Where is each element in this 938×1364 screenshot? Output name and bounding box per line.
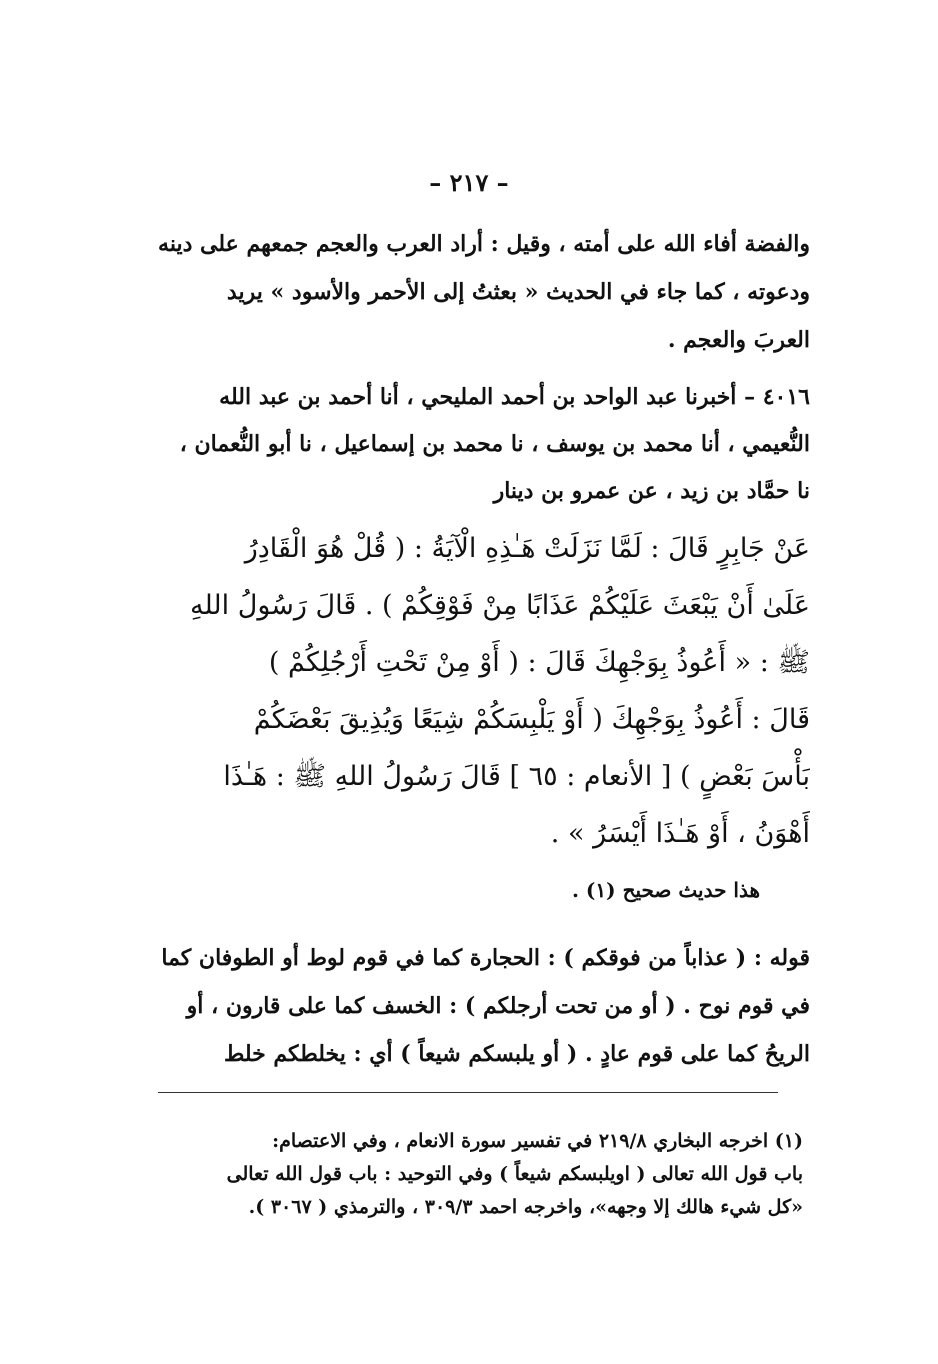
hadith-line: عَلَىٰ أَنْ يَبْعَثَ عَلَيْكُمْ عَذَابًا مِنْ فَوْقِكُمْ ) . قَالَ رَسُولُ اللهِ <box>190 590 810 621</box>
page-number: – ٢١٧ – <box>429 168 509 197</box>
isnad-line: ٤٠١٦ – أخبرنا عبد الواحد بن أحمد المليحي ، أنا أحمد بن عبد الله <box>219 384 810 410</box>
hadith-line: قَالَ : أَعُوذُ بِوَجْهِكَ ( أَوْ يَلْبِسَكُمْ شِيَعًا وَيُذِيقَ بَعْضَكُمْ <box>253 704 810 735</box>
footnote <box>123 1125 803 1224</box>
commentary-line: قوله : ( عذاباً من فوقكم ) : الحجارة كما في قوم لوط أو الطوفان كما <box>161 945 810 971</box>
hadith-text <box>120 520 810 862</box>
intro-line: العربَ والعجم . <box>667 327 810 353</box>
intro-line: والفضة أفاء الله على أمته ، وقيل : أراد العرب والعجم جمعهم على دينه <box>158 231 810 257</box>
hadith-grade: هذا حديث صحيح (١) . <box>572 878 760 902</box>
commentary-line: في قوم نوح . ( أو من تحت أرجلكم ) : الخسف كما على قارون ، أو <box>186 993 810 1019</box>
footnote-line: (١) اخرجه البخاري ٢١٩/٨ في تفسير سورة الانعام ، وفي الاعتصام: <box>272 1130 803 1152</box>
intro-paragraph <box>120 220 810 364</box>
intro-line: ودعوته ، كما جاء في الحديث « بعثتُ إلى الأحمر والأسود » يريد <box>226 279 810 305</box>
isnad-paragraph <box>120 374 810 515</box>
isnad-line: نا حمَّاد بن زيد ، عن عمرو بن دينار <box>493 478 810 504</box>
commentary-paragraph <box>120 934 810 1078</box>
hadith-line: عَنْ جَابِرٍ قَالَ : لَمَّا نَزَلَتْ هَـٰذِهِ الْآيَةُ : ( قُلْ هُوَ الْقَادِرُ <box>244 533 810 564</box>
footnote-line: باب قول الله تعالى ( اويلبسكم شيعاً ) وفي التوحيد : باب قول الله تعالى <box>226 1163 803 1185</box>
commentary-line: الريحُ كما على قوم عادٍ . ( أو يلبسكم شيعاً ) أي : يخلطكم خلط <box>223 1041 810 1067</box>
isnad-line: النُّعيمي ، أنا محمد بن يوسف ، نا محمد بن إسماعيل ، نا أبو النُّعمان ، <box>179 431 810 457</box>
hadith-line: ﷺ : « أَعُوذُ بِوَجْهِكَ قَالَ : ( أَوْ مِنْ تَحْتِ أَرْجُلِكُمْ ) <box>268 647 810 678</box>
footnote-divider <box>158 1092 778 1093</box>
footnote-line: «كل شيء هالك إلا وجهه»، واخرجه احمد ٣٠٩/٣ ، والترمذي ( ٣٠٦٧ ). <box>248 1196 803 1218</box>
hadith-line: أَهْوَنُ ، أَوْ هَـٰذَا أَيْسَرُ » . <box>550 818 810 849</box>
hadith-line: بَأْسَ بَعْضٍ ) [ الأنعام : ٦٥ ] قَالَ رَسُولُ اللهِ ﷺ : هَـٰذَا <box>223 761 810 792</box>
